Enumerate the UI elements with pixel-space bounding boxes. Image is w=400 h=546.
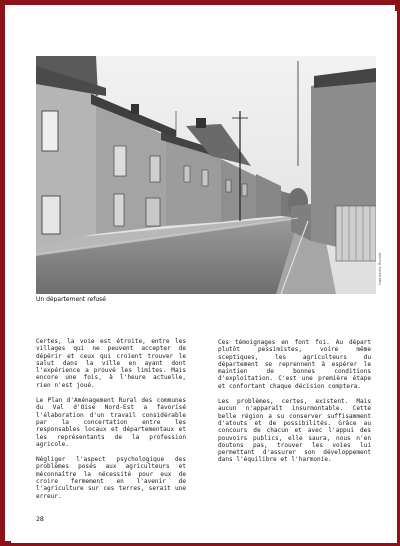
paragraph: Les problèmes, certes, existent. Mais aucun n'apparaît insurmontable. Cette belle région a su conserver suffisamment d'atouts et de possibilités. Grâce au concours de chacun et avec l'appui des pouvoirs publics, elle saura, nous n'en doutons pas, trouver les voies lui permettant d'assurer son développement dans l'équilibre et l'harmonie. bbox=[218, 398, 371, 464]
text-column-right bbox=[218, 339, 371, 472]
paragraph: Le Plan d'Aménagement Rural des communes du Val d'Oise Nord-Est a favorisé l'élaboration d'un travail considérable par la concertation entre les responsables locaux et départementaux et les représentants de la profession agricole. bbox=[36, 397, 186, 448]
paragraph: Certes, la voie est étroite, entre les villages qui ne peuvent accepter de dépérir et ceux qui croient trouver le salut dans la ville en ayant dont l'expérience a prouvé les limites. Mais encore une fois, à l'heure actuelle, rien n'est joué. bbox=[36, 338, 186, 389]
text-column-left bbox=[36, 338, 186, 508]
paragraph: Négliger l'aspect psychologique des problèmes posés aux agriculteurs et méconnaître la nécessité pour eux de croire fermement en l'avenir de l'agriculture sur ces terres, serait une erreur. bbox=[36, 456, 186, 500]
page-number: 28 bbox=[36, 515, 44, 523]
photo-credit: Habitants Rurale bbox=[378, 252, 382, 285]
photo-caption: Un département refusé bbox=[36, 296, 106, 303]
paragraph: Ces témoignages en font foi. Au départ plutôt pessimistes, voire même sceptiques, les agriculteurs du département se reprennent à espérer le maintien de bonnes conditions d'exploitation. C'est une première étape et confortant chaque décision comptera. bbox=[218, 339, 371, 390]
document-page bbox=[11, 11, 397, 543]
street-photograph bbox=[36, 56, 376, 294]
